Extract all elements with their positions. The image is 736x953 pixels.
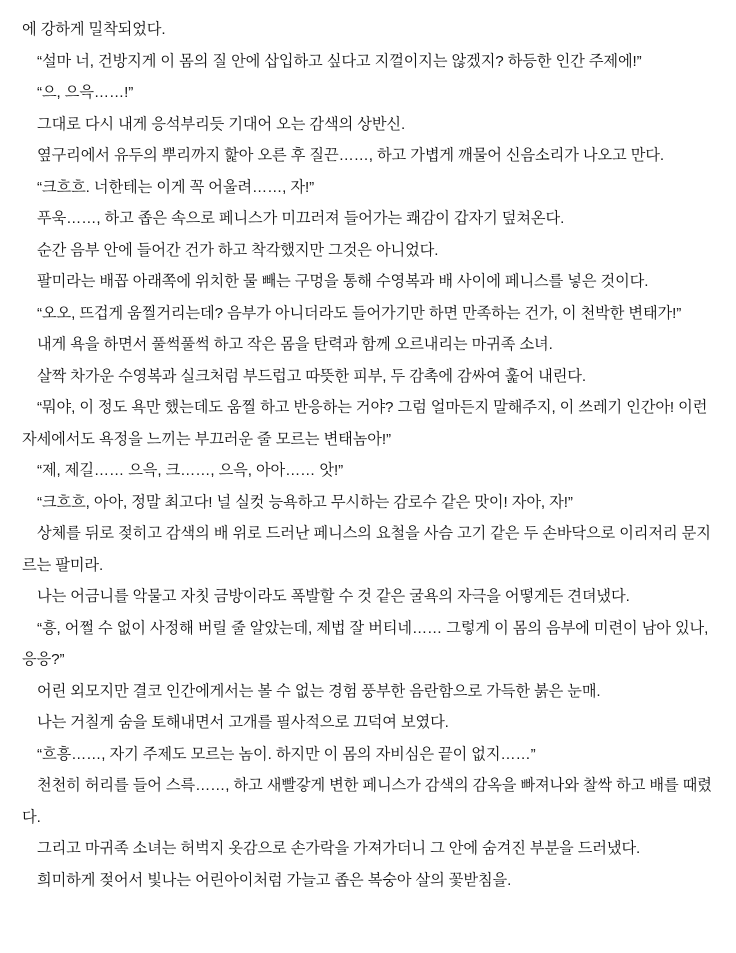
paragraph: “으, 으윽……!” bbox=[37, 84, 134, 101]
paragraph: 그리고 마귀족 소녀는 허벅지 옷감으로 손가락을 가져가더니 그 안에 숨겨진 부분을 드러냈다. bbox=[37, 840, 641, 857]
paragraph: 에 강하게 밀착되었다. bbox=[22, 21, 166, 38]
paragraph: 희미하게 젖어서 빛나는 어린아이처럼 가늘고 좁은 복숭아 살의 꽃받침을. bbox=[37, 871, 512, 889]
paragraph: 팔미라는 배꼽 아래쪽에 위치한 물 빼는 구멍을 통해 수영복과 배 사이에 페니스를 넣은 것이다. bbox=[37, 273, 649, 290]
paragraph: “오오, 뜨겁게 움찔거리는데? 음부가 아니더라도 들어가기만 하면 만족하는 건가, 이 천박한 변태가!” bbox=[37, 304, 682, 322]
paragraph: “흥, 어쩔 수 없이 사정해 버릴 줄 알았는데, 제법 잘 버티네…… 그렇게 이 몸의 음부에 미련이 남아 있나, 응응?” bbox=[22, 619, 709, 668]
paragraph: 그대로 다시 내게 응석부리듯 기대어 오는 감색의 상반신. bbox=[37, 115, 406, 133]
paragraph: 내게 욕을 하면서 풀썩풀썩 하고 작은 몸을 탄력과 함께 오르내리는 마귀족 소녀. bbox=[37, 336, 553, 353]
paragraph: 살짝 차가운 수영복과 실크처럼 부드럽고 따뜻한 피부, 두 감촉에 감싸여 훑어 내린다. bbox=[37, 367, 586, 385]
paragraph: “설마 너, 건방지게 이 몸의 질 안에 삽입하고 싶다고 지껄이지는 않겠지? 하등한 인간 주제에!” bbox=[37, 52, 642, 70]
paragraph: “크흐흐. 너한테는 이게 꼭 어울려……, 자!” bbox=[37, 178, 315, 196]
paragraph: “흐흥……, 자기 주제도 모르는 놈이. 하지만 이 몸의 자비심은 끝이 없지……” bbox=[37, 745, 536, 763]
paragraph: 푸욱……, 하고 좁은 속으로 페니스가 미끄러져 들어가는 쾌감이 갑자기 덮쳐온다. bbox=[37, 210, 565, 227]
paragraph: 상체를 뒤로 젖히고 감색의 배 위로 드러난 페니스의 요철을 사슴 고기 같은 두 손바닥으로 이리저리 문지르는 팔미라. bbox=[22, 525, 711, 574]
paragraph: 옆구리에서 유두의 뿌리까지 핥아 오른 후 질끈……, 하고 가볍게 깨물어 신음소리가 나오고 만다. bbox=[37, 147, 664, 164]
paragraph: 나는 어금니를 악물고 자칫 금방이라도 폭발할 수 것 같은 굴욕의 자극을 어떻게든 견뎌냈다. bbox=[37, 588, 630, 605]
paragraph: “뭐야, 이 정도 욕만 했는데도 움찔 하고 반응하는 거야? 그럼 얼마든지 말해주지, 이 쓰레기 인간아! 이런 자세에서도 욕정을 느끼는 부끄러운 줄 모르는 변태놈아!” bbox=[22, 399, 708, 448]
paragraph: 어린 외모지만 결코 인간에게서는 볼 수 없는 경험 풍부한 음란함으로 가득한 붉은 눈매. bbox=[37, 682, 601, 700]
paragraph: “제, 제길…… 으윽, 크……, 으윽, 아아…… 앗!” bbox=[37, 462, 344, 479]
paragraph: 나는 거칠게 숨을 토해내면서 고개를 필사적으로 끄덕여 보였다. bbox=[37, 714, 449, 731]
paragraph: 천천히 허리를 들어 스륵……, 하고 새빨갛게 변한 페니스가 감색의 감옥을 빠져나와 찰싹 하고 배를 때렸다. bbox=[22, 777, 712, 826]
document-body bbox=[22, 14, 714, 896]
paragraph: “크흐흐, 아아, 정말 최고다! 널 실컷 능욕하고 무시하는 감로수 같은 맛이! 자아, 자!” bbox=[37, 493, 573, 511]
paragraph: 순간 음부 안에 들어간 건가 하고 착각했지만 그것은 아니었다. bbox=[37, 241, 439, 259]
